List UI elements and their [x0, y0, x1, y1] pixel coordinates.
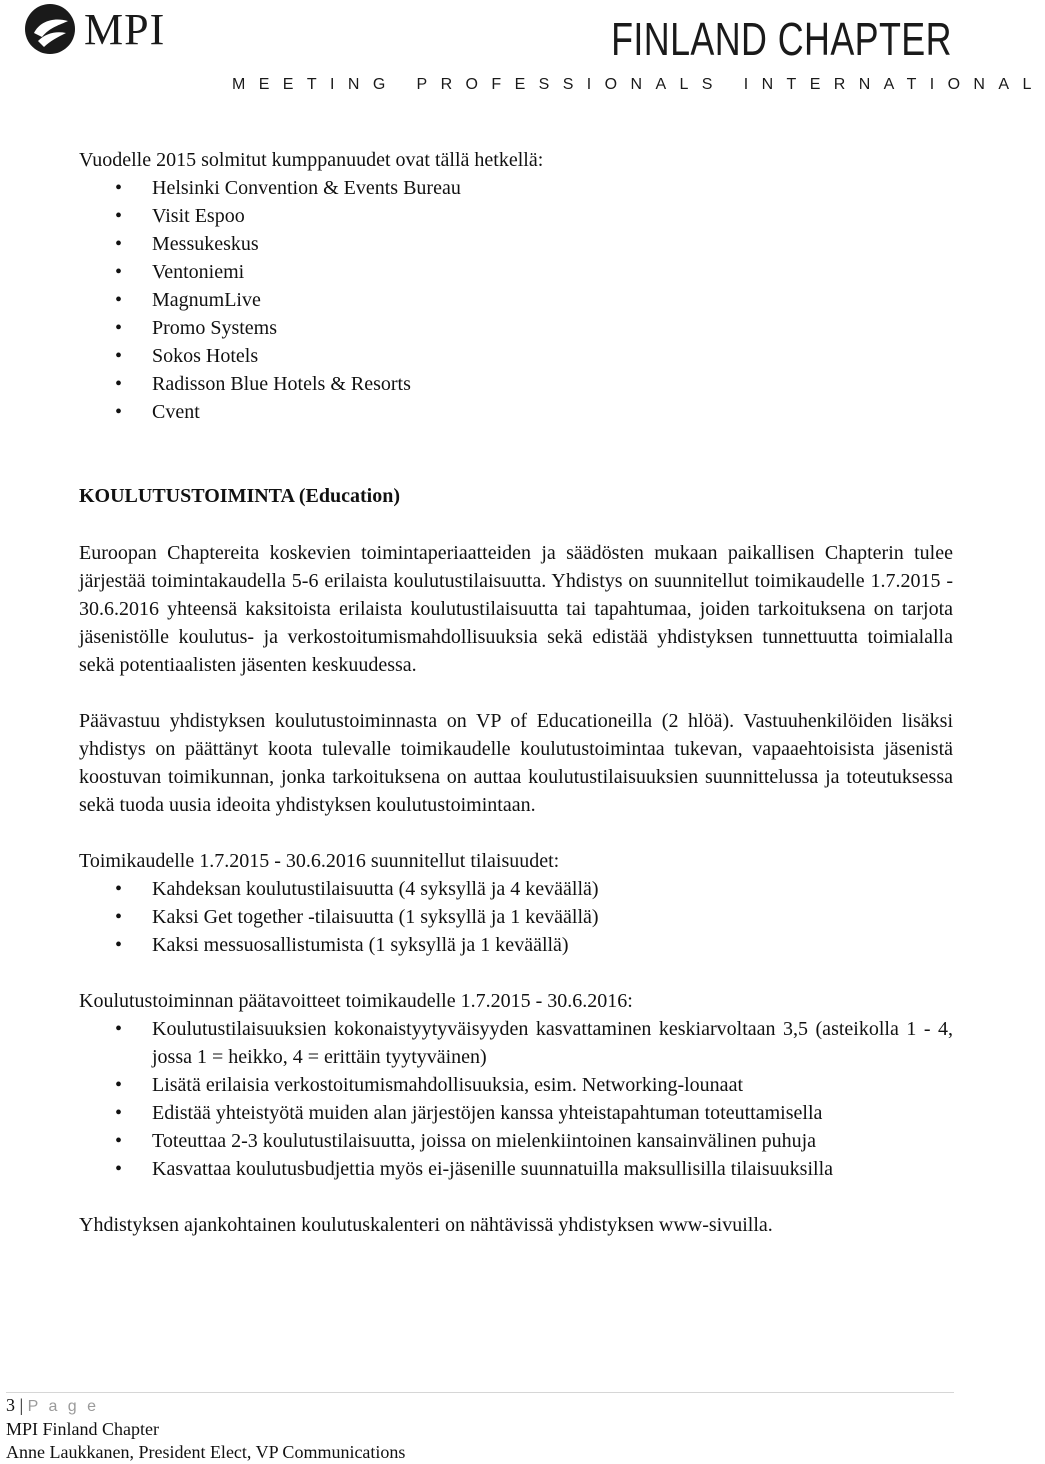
section-heading: KOULUTUSTOIMINTA (Education) [79, 485, 400, 507]
partners-intro: Vuodelle 2015 solmitut kumppanuudet ovat tällä hetkellä: [79, 149, 544, 171]
planned-events-intro: Toimikaudelle 1.7.2015 - 30.6.2016 suunnitellut tilaisuudet: [79, 850, 560, 872]
partners-list [79, 174, 953, 426]
list-item: • Ventoniemi [79, 258, 953, 286]
page-number: 3 [6, 1395, 15, 1415]
goals-intro: Koulutustoiminnan päätavoitteet toimikaudelle 1.7.2015 - 30.6.2016: [79, 990, 633, 1012]
list-item: • Kaksi messuosallistumista (1 syksyllä ja 1 keväällä) [79, 931, 953, 959]
document-body [79, 146, 953, 1239]
footer-divider [6, 1392, 954, 1393]
list-item: • Helsinki Convention & Events Bureau [79, 174, 953, 202]
page-header [0, 0, 1045, 110]
list-item: • Toteuttaa 2-3 koulutustilaisuutta, joissa on mielenkiintoinen kansainvälinen puhuja [79, 1127, 953, 1155]
chapter-title: FINLAND CHAPTER [611, 13, 952, 65]
organization-name: MEETING PROFESSIONALS INTERNATIONAL [232, 76, 1045, 93]
footer-author: Anne Laukkanen, President Elect, VP Communications [6, 1442, 406, 1462]
list-item: • Kasvattaa koulutusbudjettia myös ei-jäsenille suunnatuilla maksullisilla tilaisuuksilla [79, 1155, 953, 1183]
page-footer [6, 1394, 405, 1464]
page-separator: | [19, 1395, 24, 1415]
education-responsibility: Päävastuu yhdistyksen koulutustoiminnasta on VP of Educationeilla (2 hlöä). Vastuuhenkilöiden lisäksi yhdistys on päättänyt koota tulevalle toimikaudelle koulutustoimintaa tukevan, vapaaehtoisista jäsenistä koostuvan toimikunnan, jonka tarkoituksena on auttaa koulutustilaisuuksien suunnittelussa ja toteutuksessa sekä tuoda uusia ideoita yhdistyksen koulutustoimintaan. [79, 710, 953, 816]
list-item: • Kahdeksan koulutustilaisuutta (4 syksyllä ja 4 keväällä) [79, 875, 953, 903]
page-indicator [6, 1394, 405, 1418]
list-item: • Edistää yhteistyötä muiden alan järjestöjen kanssa yhteistapahtuman toteuttamisella [79, 1099, 953, 1127]
list-item: • Visit Espoo [79, 202, 953, 230]
list-item: • MagnumLive [79, 286, 953, 314]
logo-text: MPI [84, 5, 166, 54]
goals-list [79, 1015, 953, 1183]
list-item: • Messukeskus [79, 230, 953, 258]
list-item: • Sokos Hotels [79, 342, 953, 370]
list-item: • Kaksi Get together -tilaisuutta (1 syksyllä ja 1 keväällä) [79, 903, 953, 931]
list-item: • Radisson Blue Hotels & Resorts [79, 370, 953, 398]
list-item: • Promo Systems [79, 314, 953, 342]
list-item: • Koulutustilaisuuksien kokonaistyytyväisyyden kasvattaminen keskiarvoltaan 3,5 (asteikolla 1 - 4, jossa 1 = heikko, 4 = erittäin tyytyväinen) [79, 1015, 953, 1071]
globe-icon [24, 3, 76, 55]
page-label: P a g e [27, 1398, 100, 1415]
footer-organization: MPI Finland Chapter [6, 1419, 159, 1439]
planned-events-list [79, 875, 953, 959]
calendar-note: Yhdistyksen ajankohtainen koulutuskalenteri on nähtävissä yhdistyksen www-sivuilla. [79, 1214, 773, 1236]
education-paragraph: Euroopan Chaptereita koskevien toimintaperiaatteiden ja säädösten mukaan paikallisen Chapterin tulee järjestää toimintakaudella 5-6 erilaista koulutustilaisuutta. Yhdistys on suunnitellut toimikaudelle 1.7.2015 - 30.6.2016 yhteensä kaksitoista erilaista koulutustilaisuutta tai tapahtumaa, joiden tarkoituksena on tarjota jäsenistölle koulutus- ja verkostoitumismahdollisuuksia sekä edistää yhdistyksen tunnettuutta toimialalla sekä potentiaalisten jäsenten keskuudessa. [79, 542, 953, 676]
list-item: • Lisätä erilaisia verkostoitumismahdollisuuksia, esim. Networking-lounaat [79, 1071, 953, 1099]
list-item: • Cvent [79, 398, 953, 426]
